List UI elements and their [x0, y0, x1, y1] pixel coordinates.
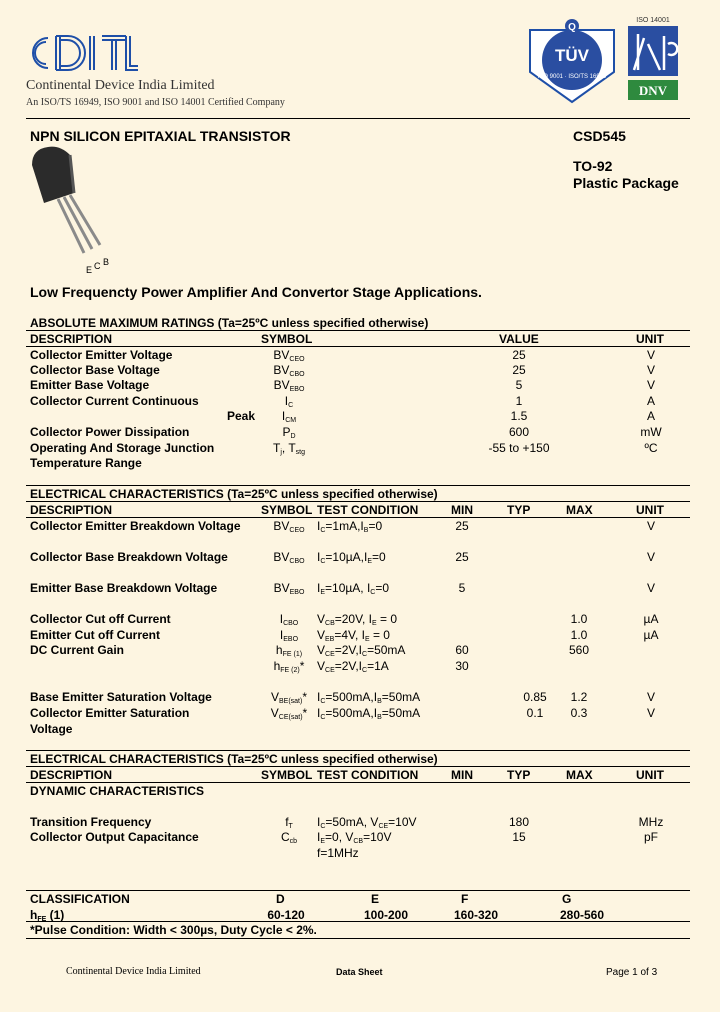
- abs-row-unit: ºC: [644, 441, 658, 455]
- abs-row-desc: Collector Base Voltage: [30, 363, 160, 377]
- elec-row-desc: Voltage: [30, 722, 73, 736]
- elec-row-max: 560: [568, 643, 590, 657]
- abs-row-desc: Peak: [227, 409, 256, 423]
- elec-row-symbol: $BV_{CBO}$: [273, 550, 305, 565]
- elec-col-min: MIN: [451, 503, 473, 517]
- elec-row-max: 1.0: [570, 628, 588, 642]
- classification-heading: CLASSIFICATION: [30, 892, 130, 906]
- abs-row-value: 600: [508, 425, 530, 439]
- elec-row-typ: 0.85: [523, 690, 547, 704]
- abs-row-unit: A: [646, 394, 655, 408]
- abs-row-unit: V: [646, 378, 655, 392]
- company-name: Continental Device India Limited: [26, 78, 215, 93]
- dyn-row-condition: f=1MHz: [317, 846, 359, 860]
- elec-row-desc: Collector Emitter Breakdown Voltage: [30, 519, 241, 533]
- abs-row-symbol: $BV_{CBO}$: [273, 363, 305, 378]
- abs-row-symbol: $I_{CM}$: [281, 409, 297, 424]
- dyn-row-unit: MHz: [638, 815, 664, 829]
- abs-row-symbol: $P_D$: [282, 425, 296, 440]
- dyn-col-description: DESCRIPTION: [30, 768, 113, 782]
- classification-grade: E: [371, 892, 380, 906]
- package-material: Plastic Package: [573, 175, 679, 191]
- footer-page: Page 1 of 3: [606, 967, 658, 978]
- elec-col-symbol: SYMBOL: [261, 503, 313, 517]
- elec-row-symbol: $h_{FE (2)}*$: [273, 659, 305, 674]
- elec-row-desc: Emitter Base Breakdown Voltage: [30, 581, 218, 595]
- col-description: DESCRIPTION: [30, 332, 113, 346]
- abs-row-desc: Collector Current Continuous: [30, 394, 199, 408]
- abs-row-unit: V: [646, 348, 655, 362]
- elec-row-unit: V: [646, 519, 655, 533]
- abs-row-symbol: $BV_{CEO}$: [273, 348, 305, 363]
- application-text: Low Frequencty Power Amplifier And Convertor Stage Applications.: [30, 284, 482, 300]
- dyn-row-unit: pF: [643, 830, 658, 844]
- elec-row-symbol: $BV_{CEO}$: [273, 519, 305, 534]
- classification-range: 160-320: [453, 908, 499, 922]
- abs-row-value: 25: [512, 348, 526, 362]
- elec-row-desc: Collector Cut off Current: [30, 612, 171, 626]
- elec-row-condition: $V_{CE}=2V,I_C=50mA$: [317, 643, 406, 658]
- abs-row-desc: Temperature Range: [30, 456, 142, 470]
- elec-row-unit: µA: [643, 612, 659, 626]
- elec-heading: ELECTRICAL CHARACTERISTICS (Ta=25ºC unless specified otherwise): [30, 487, 438, 501]
- dyn-heading: ELECTRICAL CHARACTERISTICS (Ta=25ºC unless specified otherwise): [30, 752, 438, 766]
- dyn-row-condition: $I_E=0$, $V_{CB}=10V$: [317, 830, 392, 845]
- elec-row-unit: V: [646, 581, 655, 595]
- elec-row-condition: $I_C=1mA,I_B=0$: [317, 519, 383, 534]
- tuv-certification-badge: [526, 18, 618, 104]
- elec-col-condition: TEST CONDITION: [317, 503, 419, 517]
- dyn-subheading: DYNAMIC CHARACTERISTICS: [30, 784, 204, 798]
- elec-row-max: 0.3: [570, 706, 588, 720]
- cdil-logo: [22, 30, 140, 76]
- abs-row-unit: A: [646, 409, 655, 423]
- classification-grade: D: [276, 892, 285, 906]
- col-unit: UNIT: [636, 332, 664, 346]
- classification-range: 280-560: [559, 908, 605, 922]
- tuv-mark: TÜV: [555, 46, 589, 65]
- dnv-certification-badge: [624, 14, 682, 102]
- dnv-iso-label: ISO 14001: [636, 17, 670, 24]
- product-title: NPN SILICON EPITAXIAL TRANSISTOR: [30, 128, 291, 144]
- pin-label-c: C: [94, 261, 101, 271]
- classification-range: 100-200: [363, 908, 409, 922]
- footer-datasheet: Data Sheet: [336, 967, 383, 977]
- footer-company: Continental Device India Limited: [66, 966, 201, 977]
- dyn-col-symbol: SYMBOL: [261, 768, 313, 782]
- dyn-row-typ: 180: [508, 815, 530, 829]
- classification-row-label: $h_{FE}$ (1): [30, 908, 65, 923]
- dyn-col-typ: TYP: [507, 768, 531, 782]
- pin-label-b: B: [103, 257, 110, 267]
- elec-row-symbol: $V_{BE(sat)}*$: [270, 690, 308, 705]
- elec-row-symbol: $I_{EBO}$: [279, 628, 299, 643]
- elec-row-condition: $V_{CE}=2V,I_C=1A$: [317, 659, 389, 674]
- abs-max-heading: ABSOLUTE MAXIMUM RATINGS (Ta=25ºC unless specified otherwise): [30, 316, 429, 330]
- dyn-row-desc: Transition Frequency: [30, 815, 152, 829]
- abs-row-symbol: $BV_{EBO}$: [273, 378, 305, 393]
- elec-row-desc: Collector Emitter Saturation: [30, 706, 190, 720]
- dyn-row-desc: Collector Output Capacitance: [30, 830, 199, 844]
- elec-row-min: 5: [458, 581, 466, 595]
- elec-row-condition: $I_C=10\mu A,I_E=0$: [317, 550, 386, 565]
- pin-label-e: E: [86, 265, 93, 275]
- elec-col-max: MAX: [566, 503, 593, 517]
- divider: [26, 118, 690, 119]
- pulse-note: *Pulse Condition: Width < 300µs, Duty Cycle < 2%.: [30, 923, 317, 937]
- elec-row-max: 1.0: [570, 612, 588, 626]
- abs-row-desc: Emitter Base Voltage: [30, 378, 150, 392]
- elec-row-min: 30: [455, 659, 469, 673]
- elec-col-unit: UNIT: [636, 503, 664, 517]
- dyn-row-symbol: $C_{cb}$: [280, 830, 298, 845]
- dyn-col-unit: UNIT: [636, 768, 664, 782]
- elec-row-unit: V: [646, 706, 655, 720]
- dyn-row-typ: 15: [512, 830, 526, 844]
- dnv-mark: DNV: [638, 83, 668, 98]
- logo-text: CDIL: [22, 30, 25, 31]
- abs-row-value: -55 to +150: [488, 441, 550, 455]
- elec-row-min: 60: [455, 643, 469, 657]
- abs-row-desc: Collector Emitter Voltage: [30, 348, 173, 362]
- elec-row-min: 25: [455, 550, 469, 564]
- elec-row-symbol: $V_{CE(sat)}*$: [270, 706, 308, 721]
- dyn-row-symbol: $f_T$: [285, 815, 293, 830]
- abs-row-value: 5: [515, 378, 523, 392]
- company-subtitle: An ISO/TS 16949, ISO 9001 and ISO 14001 Certified Company: [26, 97, 285, 108]
- elec-row-min: 25: [455, 519, 469, 533]
- abs-row-symbol: $T_j$, $T_{stg}$: [272, 441, 306, 456]
- abs-row-value: 1: [515, 394, 523, 408]
- dyn-col-condition: TEST CONDITION: [317, 768, 419, 782]
- elec-row-symbol: $I_{CBO}$: [279, 612, 299, 627]
- elec-row-condition: $V_{CB}=20V$, $I_E = 0$: [317, 612, 398, 627]
- elec-row-max: 1.2: [570, 690, 588, 704]
- elec-row-symbol: $BV_{EBO}$: [273, 581, 305, 596]
- col-symbol: SYMBOL: [261, 332, 313, 346]
- tuv-ring-text: ISO 9001 · ISO/TS 16949: [537, 74, 607, 80]
- abs-row-unit: mW: [640, 425, 662, 439]
- abs-row-unit: V: [646, 363, 655, 377]
- elec-col-description: DESCRIPTION: [30, 503, 113, 517]
- classification-range: 60-120: [267, 908, 305, 922]
- dyn-row-condition: $I_C=50mA$, $V_{CE}=10V$: [317, 815, 417, 830]
- abs-row-symbol: $I_C$: [284, 394, 294, 409]
- dyn-col-max: MAX: [566, 768, 593, 782]
- dyn-col-min: MIN: [451, 768, 473, 782]
- abs-row-value: 25: [512, 363, 526, 377]
- elec-row-desc: DC Current Gain: [30, 643, 125, 657]
- elec-row-unit: V: [646, 550, 655, 564]
- elec-row-condition: $I_C=500mA,I_B=50mA$: [317, 706, 421, 721]
- elec-row-condition: $I_E=10\mu A$, $I_C=0$: [317, 581, 390, 596]
- to92-transistor-image: [30, 145, 110, 275]
- tuv-top-label: Q: [568, 22, 576, 33]
- abs-row-desc: Operating And Storage Junction: [30, 441, 215, 455]
- elec-row-desc: Collector Base Breakdown Voltage: [30, 550, 228, 564]
- elec-row-condition: $V_{EB}=4V$, $I_E = 0$: [317, 628, 390, 643]
- classification-grade: G: [562, 892, 572, 906]
- elec-col-typ: TYP: [507, 503, 531, 517]
- elec-row-typ: 0.1: [526, 706, 544, 720]
- elec-row-unit: µA: [643, 628, 659, 642]
- package-type: TO-92: [573, 158, 613, 174]
- part-number: CSD545: [573, 128, 626, 144]
- col-value: VALUE: [499, 332, 539, 346]
- elec-row-desc: Emitter Cut off Current: [30, 628, 160, 642]
- elec-row-unit: V: [646, 690, 655, 704]
- elec-row-desc: Base Emitter Saturation Voltage: [30, 690, 212, 704]
- classification-grade: F: [461, 892, 469, 906]
- elec-row-condition: $I_C=500mA,I_B=50mA$: [317, 690, 421, 705]
- elec-row-symbol: $h_{FE (1)}$: [275, 643, 303, 658]
- abs-row-value: 1.5: [510, 409, 528, 423]
- abs-row-desc: Collector Power Dissipation: [30, 425, 190, 439]
